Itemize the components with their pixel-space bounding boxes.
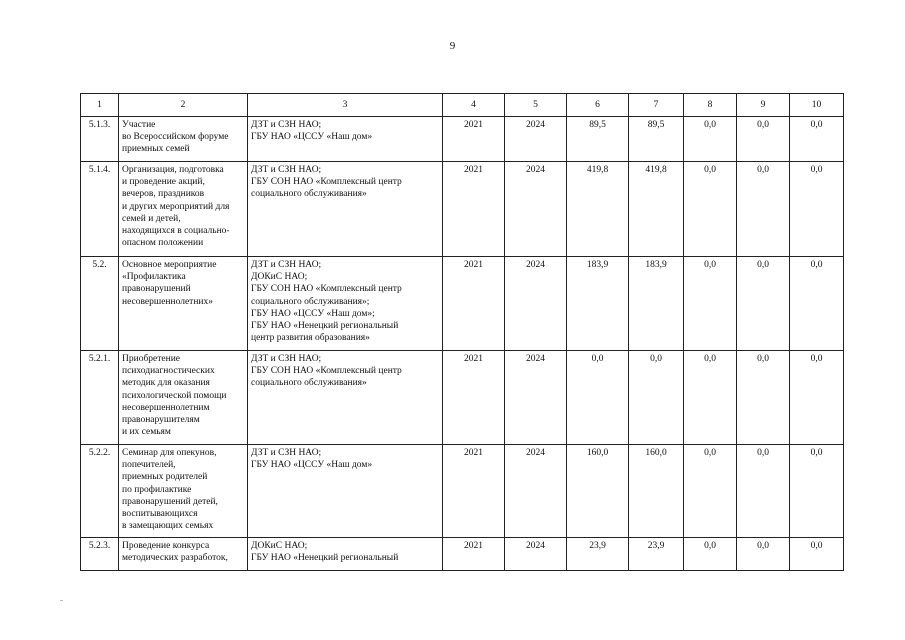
row-value-6: 23,9 [567, 538, 629, 571]
row-end-year: 2024 [505, 445, 567, 538]
row-executors: ДОКиС НАО; ГБУ НАО «Ненецкий региональный [248, 538, 443, 571]
row-start-year: 2021 [443, 257, 505, 351]
row-value-6: 89,5 [567, 117, 629, 162]
row-value-7: 419,8 [629, 162, 684, 257]
row-start-year: 2021 [443, 162, 505, 257]
row-end-year: 2024 [505, 351, 567, 445]
row-value-7: 23,9 [629, 538, 684, 571]
table-row [81, 162, 844, 257]
row-start-year: 2021 [443, 445, 505, 538]
row-value-7: 183,9 [629, 257, 684, 351]
row-code: 5.2.3. [81, 538, 119, 571]
row-start-year: 2021 [443, 117, 505, 162]
row-value-8: 0,0 [684, 117, 737, 162]
row-end-year: 2024 [505, 162, 567, 257]
row-value-10: 0,0 [790, 162, 844, 257]
row-end-year: 2024 [505, 117, 567, 162]
row-value-6: 160,0 [567, 445, 629, 538]
column-header: 9 [737, 94, 790, 117]
row-value-10: 0,0 [790, 257, 844, 351]
column-header: 5 [505, 94, 567, 117]
row-value-8: 0,0 [684, 445, 737, 538]
row-value-9: 0,0 [737, 117, 790, 162]
row-value-9: 0,0 [737, 445, 790, 538]
scan-artifact [60, 600, 63, 601]
row-code: 5.1.4. [81, 162, 119, 257]
row-activity-name: Приобретение психодиагностических методик для оказания психологической помощи несовершеннолетним правонарушителям и их семьям [119, 351, 248, 445]
row-value-9: 0,0 [737, 257, 790, 351]
row-activity-name: Семинар для опекунов, попечителей, приемных родителей по профилактике правонарушений детей, воспитывающихся в замещающих семьях [119, 445, 248, 538]
table-row [81, 117, 844, 162]
row-value-10: 0,0 [790, 538, 844, 571]
row-start-year: 2021 [443, 351, 505, 445]
row-value-7: 160,0 [629, 445, 684, 538]
row-executors: ДЗТ и СЗН НАО; ГБУ СОН НАО «Комплексный центр социального обслуживания» [248, 162, 443, 257]
row-executors: ДЗТ и СЗН НАО; ГБУ СОН НАО «Комплексный центр социального обслуживания» [248, 351, 443, 445]
row-value-10: 0,0 [790, 445, 844, 538]
row-code: 5.1.3. [81, 117, 119, 162]
table-header-row [81, 94, 844, 117]
row-activity-name: Проведение конкурса методических разработок, [119, 538, 248, 571]
column-header: 2 [119, 94, 248, 117]
row-value-8: 0,0 [684, 162, 737, 257]
row-value-6: 183,9 [567, 257, 629, 351]
row-value-8: 0,0 [684, 538, 737, 571]
row-value-6: 419,8 [567, 162, 629, 257]
row-end-year: 2024 [505, 538, 567, 571]
row-value-8: 0,0 [684, 351, 737, 445]
row-start-year: 2021 [443, 538, 505, 571]
row-value-8: 0,0 [684, 257, 737, 351]
row-value-7: 89,5 [629, 117, 684, 162]
row-value-9: 0,0 [737, 162, 790, 257]
row-code: 5.2.1. [81, 351, 119, 445]
table-row [81, 538, 844, 571]
column-header: 1 [81, 94, 119, 117]
row-code: 5.2.2. [81, 445, 119, 538]
row-code: 5.2. [81, 257, 119, 351]
column-header: 8 [684, 94, 737, 117]
column-header: 6 [567, 94, 629, 117]
row-activity-name: Основное мероприятие «Профилактика правонарушений несовершеннолетних» [119, 257, 248, 351]
row-activity-name: Участие во Всероссийском форуме приемных семей [119, 117, 248, 162]
column-header: 7 [629, 94, 684, 117]
row-executors: ДЗТ и СЗН НАО; ГБУ НАО «ЦССУ «Наш дом» [248, 117, 443, 162]
row-executors: ДЗТ и СЗН НАО; ДОКиС НАО; ГБУ СОН НАО «Комплексный центр социального обслуживания»; ГБУ НАО «ЦССУ «Наш дом»; ГБУ НАО «Ненецкий региональный центр развития образования» [248, 257, 443, 351]
row-end-year: 2024 [505, 257, 567, 351]
row-value-6: 0,0 [567, 351, 629, 445]
row-value-9: 0,0 [737, 538, 790, 571]
table-row [81, 445, 844, 538]
page-number: 9 [449, 40, 456, 52]
row-executors: ДЗТ и СЗН НАО; ГБУ НАО «ЦССУ «Наш дом» [248, 445, 443, 538]
row-activity-name: Организация, подготовка и проведение акций, вечеров, праздников и других мероприятий для семей и детей, находящихся в социально- опасном положении [119, 162, 248, 257]
row-value-7: 0,0 [629, 351, 684, 445]
row-value-10: 0,0 [790, 351, 844, 445]
row-value-9: 0,0 [737, 351, 790, 445]
table-row [81, 351, 844, 445]
column-header: 4 [443, 94, 505, 117]
row-value-10: 0,0 [790, 117, 844, 162]
column-header: 10 [790, 94, 844, 117]
program-table [80, 93, 844, 571]
column-header: 3 [248, 94, 443, 117]
table-row [81, 257, 844, 351]
